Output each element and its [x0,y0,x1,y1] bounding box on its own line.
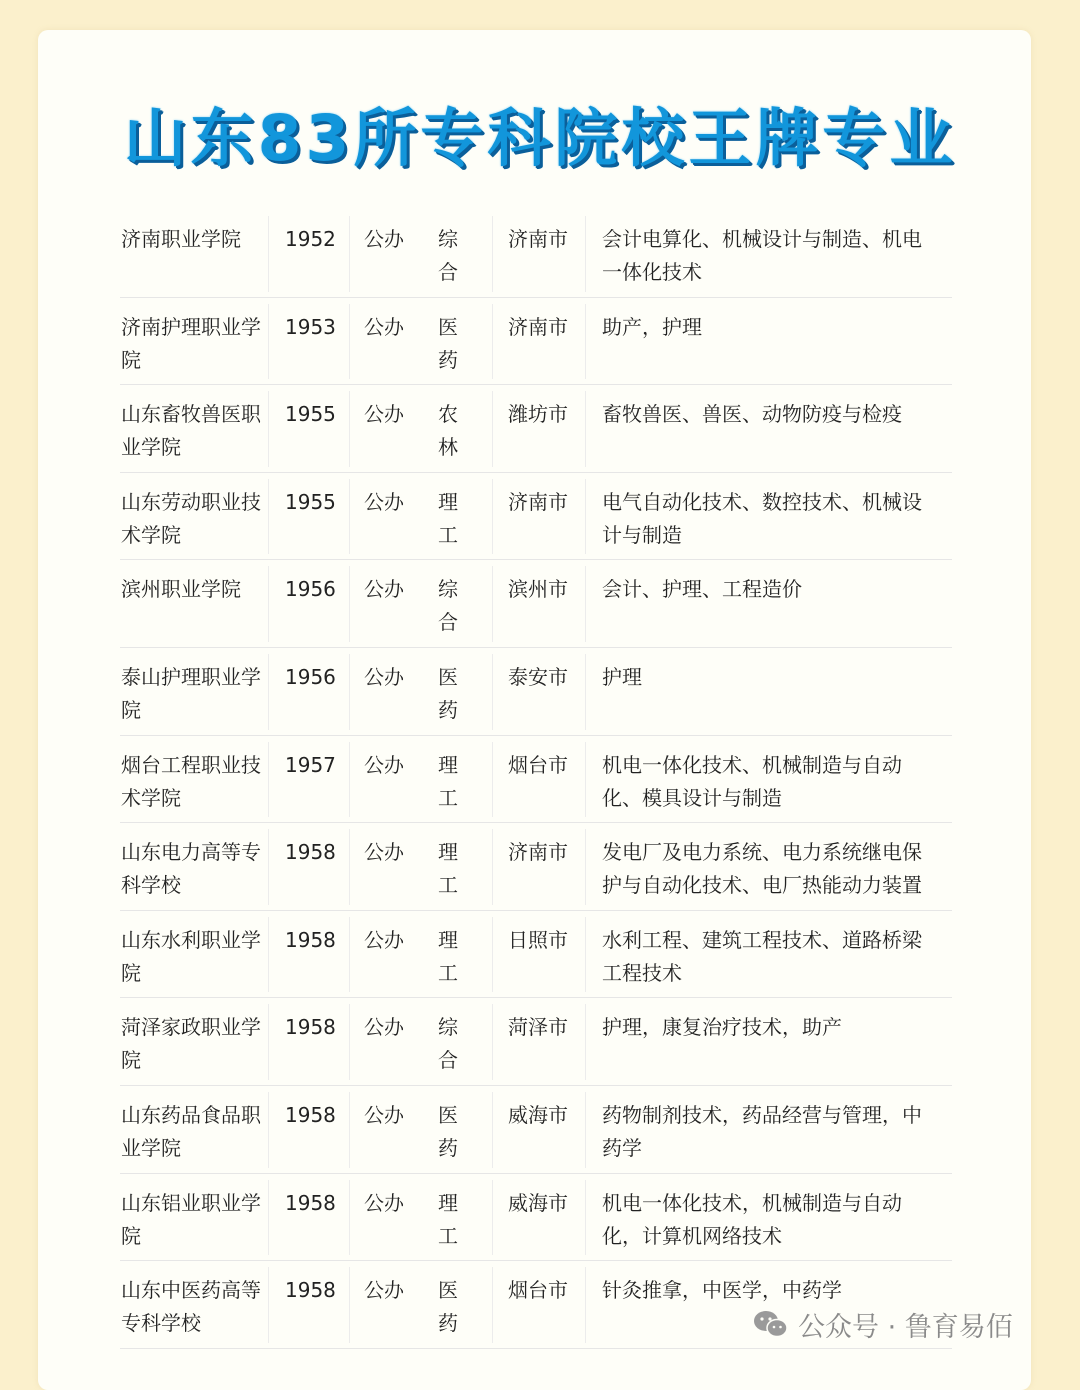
watermark-text: 公众号 · 鲁育易佰 [798,1311,1013,1343]
column-divider [492,1092,493,1168]
row-divider [120,1348,952,1349]
school-category: 综合 [438,227,458,284]
college-name: 山东药品食品职业学院 [121,1102,261,1160]
school-category: 理工 [438,927,458,985]
column-divider [268,216,269,292]
founding-year: 1958 [285,1102,336,1127]
city: 济南市 [508,489,568,514]
founding-year: 1957 [285,752,336,777]
column-divider [492,654,493,730]
city: 菏泽市 [508,1015,568,1040]
school-type: 公办 [364,1190,404,1215]
table-row [0,998,1080,1086]
column-divider [349,566,350,642]
column-divider [492,1180,493,1256]
school-category: 医药 [438,314,458,372]
column-divider [349,654,350,730]
column-divider [349,391,350,467]
school-category: 医药 [438,664,458,722]
college-name: 菏泽家政职业学院 [121,1015,261,1073]
school-category: 理工 [438,489,458,547]
column-divider [349,742,350,818]
column-divider [349,1092,350,1168]
column-divider [268,742,269,818]
column-divider [268,829,269,905]
founding-year: 1955 [285,489,336,514]
college-name: 济南职业学院 [121,227,241,251]
school-category: 理工 [438,840,458,898]
column-divider [268,1180,269,1256]
page-title: 山东83所专科院校王牌专业 [123,102,957,175]
column-divider [349,1180,350,1256]
school-category: 综合 [438,1015,458,1073]
table-row [0,736,1080,824]
column-divider [268,566,269,642]
column-divider [349,1004,350,1080]
school-category: 理工 [438,752,458,810]
column-divider [349,917,350,993]
founding-year: 1956 [285,664,336,689]
column-divider [349,829,350,905]
column-divider [349,304,350,380]
city: 济南市 [508,314,568,339]
ace-majors: 会计、护理、工程造价 [602,577,802,602]
column-divider [492,216,493,292]
school-type: 公办 [364,752,404,777]
city: 烟台市 [508,1278,568,1303]
school-type: 公办 [364,664,404,689]
school-category: 医药 [438,1278,458,1336]
school-type: 公办 [364,1102,404,1127]
column-divider [492,304,493,380]
school-type: 公办 [364,840,404,865]
ace-majors: 护理，康复治疗技术，助产 [602,1015,842,1040]
city: 滨州市 [508,577,568,602]
column-divider [268,304,269,380]
table-row [0,385,1080,473]
school-category: 理工 [438,1190,458,1248]
column-divider [492,742,493,818]
college-name: 滨州职业学院 [121,577,241,602]
school-category: 综合 [438,577,458,635]
founding-year: 1958 [285,1015,336,1040]
ace-majors: 畜牧兽医、兽医、动物防疫与检疫 [602,402,902,427]
column-divider [492,1267,493,1343]
ace-majors: 会计电算化、机械设计与制造、机电一体化技术 [602,227,922,284]
founding-year: 1955 [285,402,336,427]
column-divider [492,391,493,467]
college-name: 山东畜牧兽医职业学院 [121,402,261,460]
city: 威海市 [508,1102,568,1127]
table-row [0,1174,1080,1262]
table-row [0,560,1080,648]
school-type: 公办 [364,227,404,251]
city: 威海市 [508,1190,568,1215]
column-divider [268,1267,269,1343]
ace-majors: 机电一体化技术，机械制造与自动化，计算机网络技术 [602,1190,902,1248]
ace-majors: 发电厂及电力系统、电力系统继电保护与自动化技术、电厂热能动力装置 [602,840,922,898]
school-type: 公办 [364,489,404,514]
column-divider [268,917,269,993]
school-type: 公办 [364,314,404,339]
column-divider [268,1004,269,1080]
city: 潍坊市 [508,402,568,427]
city: 日照市 [508,927,568,952]
college-name: 山东铝业职业学院 [121,1190,261,1248]
city: 泰安市 [508,664,568,689]
college-name: 烟台工程职业技术学院 [121,752,261,810]
colleges-table [0,210,1080,1349]
ace-majors: 护理 [602,664,642,689]
table-row [0,911,1080,999]
table-row [0,648,1080,736]
college-name: 山东水利职业学院 [121,927,261,985]
ace-majors: 电气自动化技术、数控技术、机械设计与制造 [602,489,922,547]
table-row [0,823,1080,911]
school-type: 公办 [364,927,404,952]
college-name: 济南护理职业学院 [121,314,261,372]
column-divider [268,391,269,467]
table-row [0,210,1080,298]
school-type: 公办 [364,577,404,602]
wechat-icon [752,1308,790,1340]
founding-year: 1953 [285,314,336,339]
school-category: 农林 [438,402,458,460]
column-divider [492,566,493,642]
column-divider [492,917,493,993]
column-divider [268,479,269,555]
table-row [0,473,1080,561]
column-divider [349,216,350,292]
school-type: 公办 [364,1278,404,1303]
table-row [0,298,1080,386]
column-divider [492,479,493,555]
column-divider [349,1267,350,1343]
city: 烟台市 [508,752,568,777]
ace-majors: 机电一体化技术、机械制造与自动化、模具设计与制造 [602,752,902,810]
column-divider [268,654,269,730]
school-type: 公办 [364,1015,404,1040]
column-divider [268,1092,269,1168]
college-name: 山东劳动职业技术学院 [121,489,261,547]
ace-majors: 针灸推拿，中医学，中药学 [602,1278,842,1303]
ace-majors: 药物制剂技术，药品经营与管理，中药学 [602,1102,922,1160]
city: 济南市 [508,840,568,865]
founding-year: 1958 [285,1190,336,1215]
ace-majors: 助产，护理 [602,314,702,339]
founding-year: 1958 [285,840,336,865]
founding-year: 1952 [285,227,336,251]
founding-year: 1958 [285,927,336,952]
college-name: 泰山护理职业学院 [121,664,261,722]
college-name: 山东中医药高等专科学校 [121,1278,261,1336]
column-divider [492,1004,493,1080]
table-row [0,1086,1080,1174]
column-divider [349,479,350,555]
column-divider [492,829,493,905]
school-category: 医药 [438,1102,458,1160]
school-type: 公办 [364,402,404,427]
college-name: 山东电力高等专科学校 [121,840,261,898]
watermark [752,1304,1013,1344]
city: 济南市 [508,227,568,251]
founding-year: 1956 [285,577,336,602]
ace-majors: 水利工程、建筑工程技术、道路桥梁工程技术 [602,927,922,985]
founding-year: 1958 [285,1278,336,1303]
